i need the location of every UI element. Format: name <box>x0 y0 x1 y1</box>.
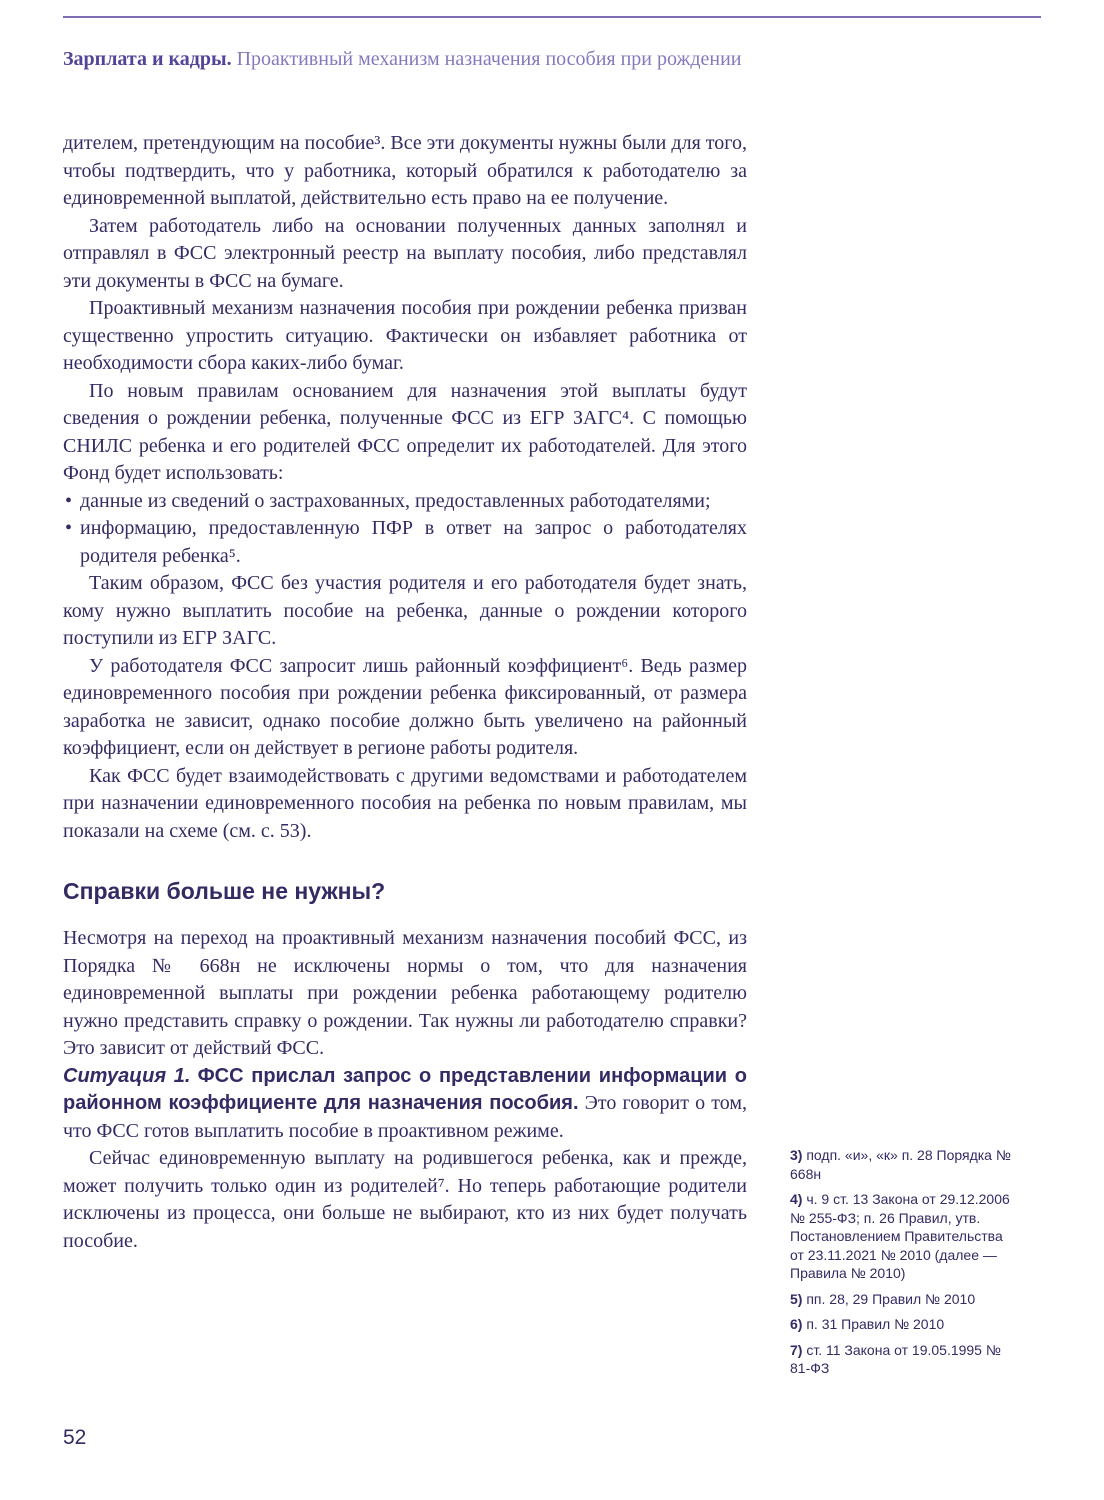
header-brand: Зарплата и кадры. <box>63 48 232 70</box>
situation-bold-text: ФСС прислал запрос о представлении информации о районном коэффициенте для назначения пособия. <box>63 1064 748 1114</box>
footnote <box>790 1315 1020 1334</box>
footnote-text: ст. 11 Закона от 19.05.1995 № 81-ФЗ <box>790 1341 1001 1376</box>
footnote <box>790 1146 1020 1183</box>
paragraph: дителем, претендующим на пособие³. Все эти документы нужны были для того, чтобы подтвердить, что у работника, который обратился к работодателю за единовременной выплатой, действительно есть право на ее получение. <box>63 132 747 209</box>
page-number: 52 <box>63 1426 87 1449</box>
footnote-number: 7) <box>790 1341 803 1358</box>
paragraph: Затем работодатель либо на основании полученных данных заполнял и отправлял в ФСС электронный реестр на выплату пособия, либо представлял эти документы в ФСС на бумаге. <box>63 214 747 292</box>
paragraph: Как ФСС будет взаимодействовать с другими ведомствами и работодателем при назначении единовременного пособия на ребенка по новым правилам, мы показали на схеме (см. с. 53). <box>63 764 747 842</box>
bullet-item: • информацию, предоставленную ПФР в ответ на запрос о работодателях родителя ребенка⁵. <box>63 515 747 570</box>
bullet-item: • данные из сведений о застрахованных, предоставленных работодателями; <box>63 488 747 516</box>
footnotes-sidebar <box>790 1146 1020 1385</box>
top-rule <box>63 16 1041 18</box>
paragraph: Проактивный механизм назначения пособия при рождении ребенка призван существенно упростить ситуацию. Фактически он избавляет работника от необходимости сбора каких-либо бумаг. <box>63 297 747 374</box>
footnote <box>790 1341 1020 1378</box>
paragraph: Сейчас единовременную выплату на родившегося ребенка, как и прежде, может получить только один из родителей⁷. Но теперь работающие родители исключены из процесса, они больше не выбирают, кто из них будет получать пособие. <box>63 1147 747 1252</box>
footnote-number: 6) <box>790 1316 803 1332</box>
footnote-text: ч. 9 ст. 13 Закона от 29.12.2006 № 255-ФЗ; п. 26 Правил, утв. Постановлением Правительства от 23.11.2021 № 2010 (далее — Правила № 2010) <box>790 1191 1010 1281</box>
bullet-list <box>63 488 747 571</box>
footnote-text: пп. 28, 29 Правил № 2010 <box>806 1290 976 1307</box>
situation-label: Ситуация 1. <box>63 1064 191 1087</box>
paragraph: Таким образом, ФСС без участия родителя и его работодателя будет знать, кому нужно выплатить пособие на ребенка, данные о рождении которого поступили из ЕГР ЗАГС. <box>63 572 747 649</box>
footnote-text: п. 31 Правил № 2010 <box>806 1316 945 1332</box>
footnote-number: 5) <box>790 1290 803 1307</box>
paragraph: По новым правилам основанием для назначения этой выплаты будут сведения о рождении ребенка, полученные ФСС из ЕГР ЗАГС⁴. С помощью СНИЛС ребенка и его родителей ФСС определит их работодателей. Для этого Фонд будет использовать: <box>63 379 747 484</box>
header-title: Проактивный механизм назначения пособия при рождении <box>236 48 742 70</box>
footnote <box>790 1290 1020 1309</box>
footnote <box>790 1190 1020 1283</box>
section-heading: Справки больше не нужны? <box>63 878 386 904</box>
footnote-number: 3) <box>790 1147 803 1163</box>
footnote-number: 4) <box>790 1191 803 1207</box>
situation-rest-text: Это говорит о том, что ФСС готов выплатить пособие в проактивном режиме. <box>63 1092 747 1142</box>
article-body <box>63 130 747 1255</box>
paragraph: У работодателя ФСС запросит лишь районный коэффициент⁶. Ведь размер единовременного пособия при рождении ребенка фиксированный, от размера заработка не зависит, однако пособие должно быть увеличено на районный коэффициент, если он действует в регионе работы родителя. <box>63 654 747 759</box>
page-header <box>63 46 1041 72</box>
footnote-text: подп. «и», «к» п. 28 Порядка № 668н <box>790 1147 1011 1182</box>
situation-paragraph <box>63 1063 747 1146</box>
paragraph: Несмотря на переход на проактивный механизм назначения пособий ФСС, из Порядка № 668н не исключены нормы о том, что для назначения единовременной выплаты при рождении ребенка работающему родителю нужно представить справку о рождении. Так нужны ли работодателю справки? Это зависит от действий ФСС. <box>63 927 747 1059</box>
